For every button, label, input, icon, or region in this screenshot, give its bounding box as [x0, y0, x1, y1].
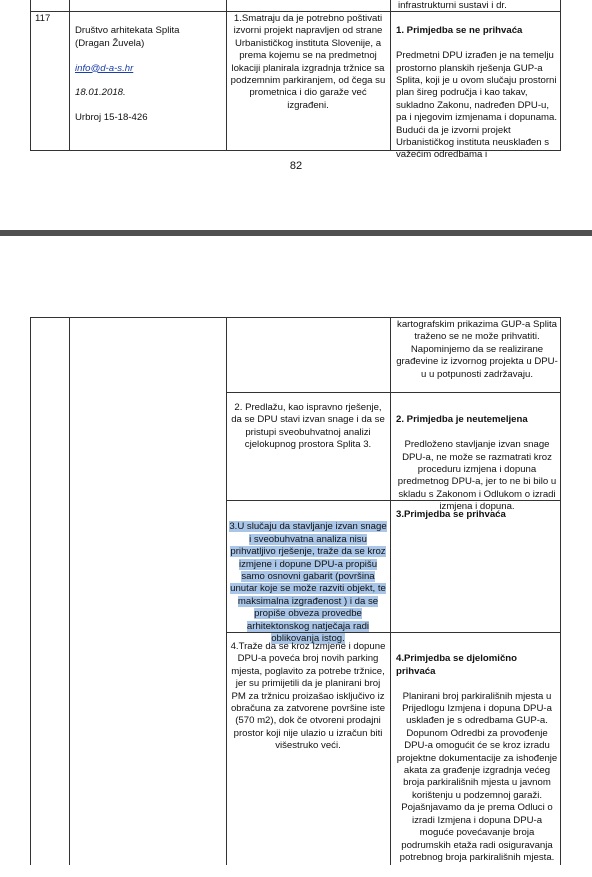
response-continuation-top: infrastrukturni sustavi i dr.	[398, 0, 507, 11]
comment-4: 4.Traže da se kroz Izmjene i dopune DPU-a poveća broj novih parking mjesta, poglavito za potrebe tržnice, jer su primijetili da je planirani broj PM za tržnicu proizašao isključivo iz obračuna za zatvorene površine iste (570 m2), dok če otvoreni prodajni prostor koji nije ulazio u izračun biti višestruko veći.	[230, 641, 386, 752]
table-border-left	[30, 0, 31, 150]
response-4-title: 4.Primjedba se djelomično prihvaća	[396, 653, 518, 677]
submitter-urbroj: Urbroj 15-18-426	[75, 112, 148, 124]
response-1-continuation: kartografskim prikazima GUP-a Splita traženo se ne može prihvatiti. Napominjemo da se realizirane građevine iz izvornog projekta u DPU-u u potpunosti zadržavaju.	[396, 319, 558, 380]
response-3-title: 3.Primjedba se prihvaća	[396, 509, 506, 520]
table-border-col3	[390, 317, 391, 865]
table-border-right	[560, 317, 561, 865]
response-1-title: 1. Primjedba se ne prihvaća	[396, 25, 523, 37]
table-border-col2	[226, 317, 227, 865]
table-border-col1	[69, 317, 70, 865]
table-border-left	[30, 317, 31, 865]
response-2-cell	[396, 402, 558, 526]
row-separator	[226, 392, 561, 393]
comment-2: 2. Predlažu, kao ispravno rješenje, da se DPU stavi izvan snage i da se pristupi sveobuhvatnoj analizi cjelokupnog prostora Splita 3.	[231, 402, 385, 451]
response-1-body: Predmetni DPU izrađen je na temelju prostorno planskih rješenja GUP-a Splita, koji je u ovom slučaju prostorni plan šireg područja i kao takav, sukladno Zakonu, nadređen DPU-u, pa i njegovim izmjenama i dopunama. Budući da je izvorni projekt Urbanističkog instituta neusklađen s važećim odredbama i	[396, 50, 558, 161]
table-border-col2	[226, 0, 227, 150]
row-number: 117	[35, 13, 51, 24]
comment-3-highlighted-text: 3.U slučaju da stavljanje izvan snage i sveobuhvatna analiza nisu prihvatljivo rješenje, traže da se kroz izmjene i dopune DPU-a propišu samo osnovni gabarit (površina unutar koje se može razviti objekt, te maksimalna izgrađenost ) i da se propiše obveza provedbe arhitektonskog natječaja radi oblikovanja istog.	[229, 521, 387, 645]
response-2-title: 2. Primjedba je neutemeljena	[396, 414, 528, 426]
submitter-cell	[75, 13, 223, 137]
comment-1: 1.Smatraju da je potrebno poštivati izvorni projekt napravljen od strane Urbanističkog instituta Slovenije, a prema kojemu se na predmetnoj lokaciji planirala izgradnja tržnice sa podzemnim parkiranjem, od čega su prometnica i dio garaže već izgrađeni.	[230, 13, 386, 111]
table-border-right	[560, 0, 561, 150]
response-4-cell	[396, 641, 558, 877]
table-top	[30, 317, 561, 318]
table-border-col3	[390, 0, 391, 150]
response-2-body: Predloženo stavljanje izvan snage DPU-a, ne može se razmatrati kroz proceduru izmjena i dopuna predmetnog DPU-a, jer to ne bi bilo u skladu s Zakonom i Odlukom o izradi izmjena i dopuna.	[397, 439, 557, 513]
submitter-name: Društvo arhitekata Splita (Dragan Žuvela)	[75, 25, 180, 49]
submitter-date: 18.01.2018.	[75, 87, 126, 99]
response-4-body: Planirani broj parkirališnih mjesta u Prijedlogu Izmjena i dopuna DPU-a usklađen je s odredbama GUP-a. Dopunom Odredbi za provođenje DPU-a omogućit će se kroz izradu projektne dokumentacije za ishođenje akata za građenje izgradnja većeg broja parkirališnih mjesta u javnom korištenju u podzemnoj garaži. Pojašnjavamo da je prema Odluci o izradi Izmjena i dopuna DPU-a moguće povećavanje broja podrumskih etaža radi osiguravanja potrebnog broja parkirališnih mjesta.	[396, 690, 558, 863]
page-number: 82	[289, 160, 303, 172]
comment-3	[229, 509, 387, 645]
page-break	[0, 230, 592, 236]
table-border-col1	[69, 0, 70, 150]
response-1-cell	[396, 13, 558, 174]
submitter-email-link[interactable]: info@d-a-s.hr	[75, 62, 134, 74]
